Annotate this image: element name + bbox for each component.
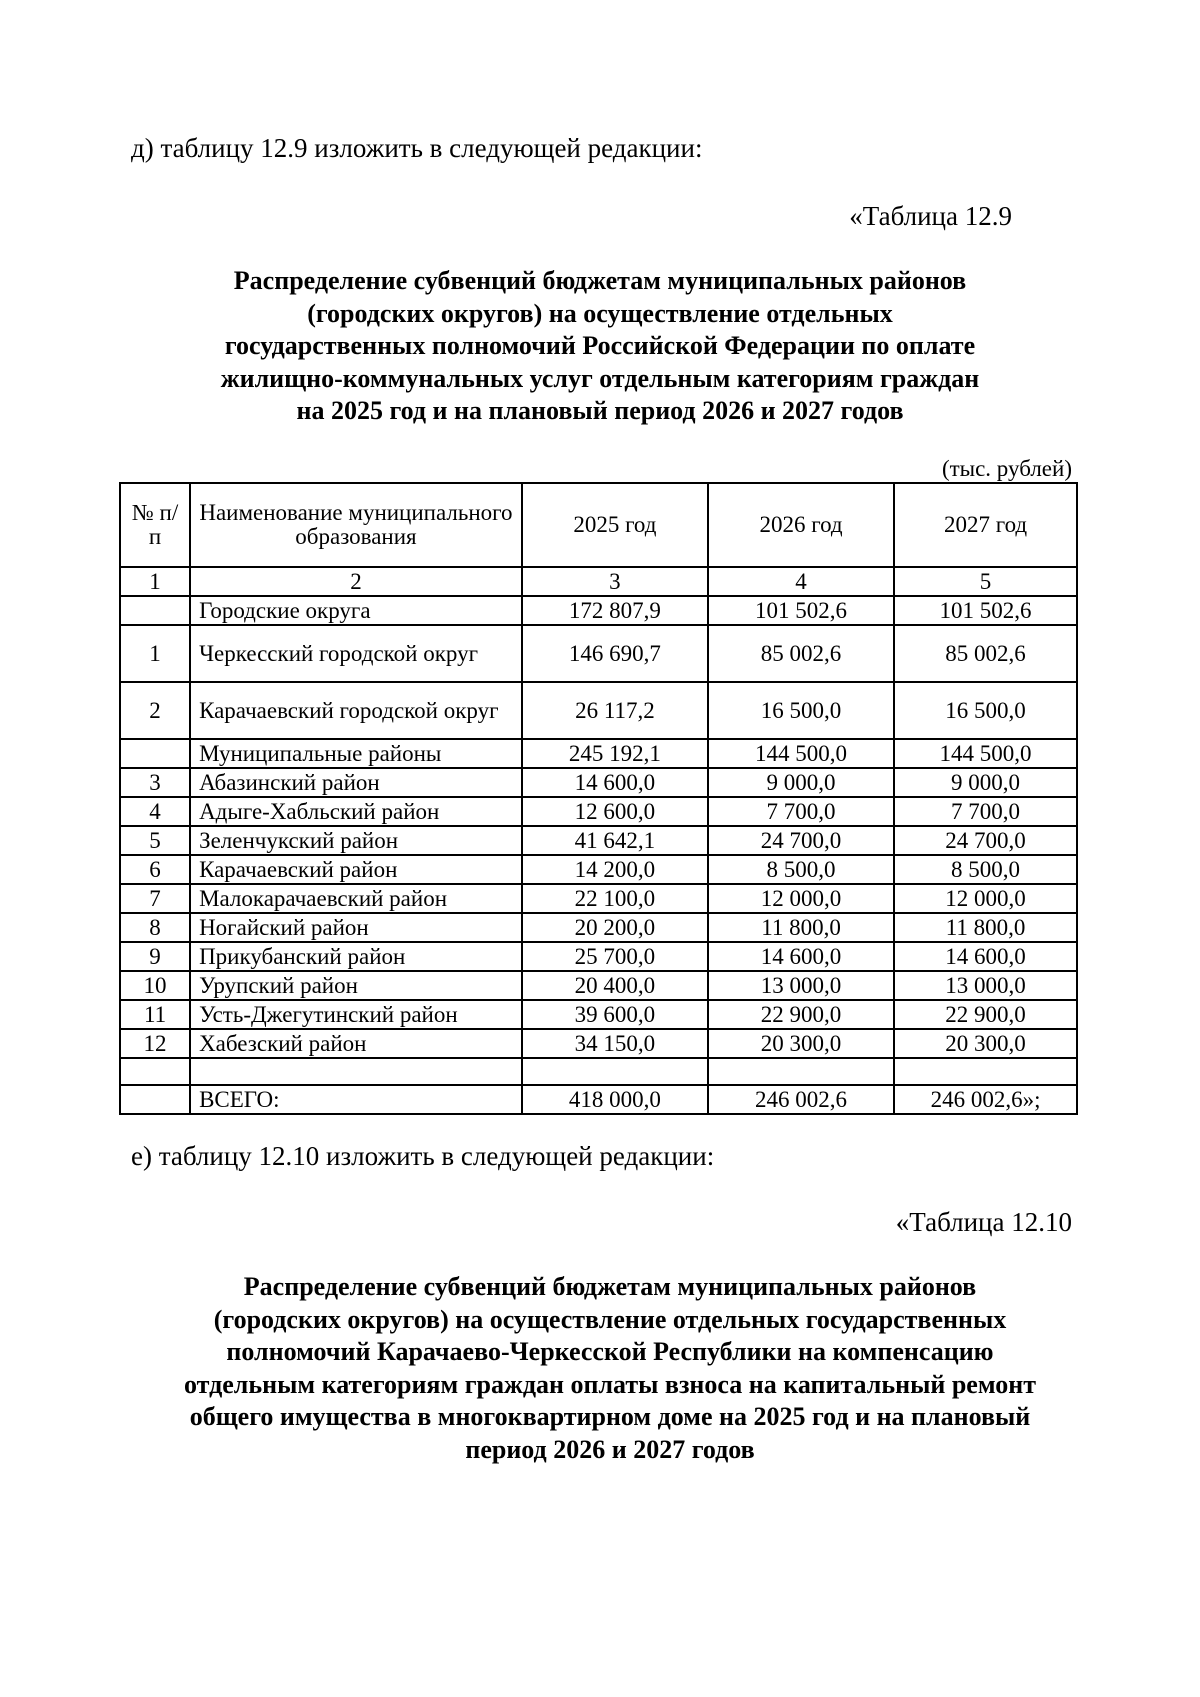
row-number: 1 bbox=[120, 625, 190, 682]
row-name: Ногайский район bbox=[190, 913, 522, 942]
header-name: Наименование муниципального образования bbox=[190, 483, 522, 567]
table-row bbox=[120, 884, 1077, 913]
table-row bbox=[120, 855, 1077, 884]
row-value-2025: 20 200,0 bbox=[522, 913, 708, 942]
title-line: государственных полномочий Российской Федерации по оплате bbox=[224, 331, 976, 360]
row-value-2026: 14 600,0 bbox=[708, 942, 894, 971]
title-line: (городских округов) на осуществление отдельных государственных bbox=[213, 1304, 1007, 1334]
row-value-2026: 12 000,0 bbox=[708, 884, 894, 913]
paragraph-e: е) таблицу 12.10 изложить в следующей редакции: bbox=[131, 1141, 715, 1171]
column-number: 3 bbox=[522, 567, 708, 596]
row-value-2025: 14 200,0 bbox=[522, 855, 708, 884]
row-value-2025: 146 690,7 bbox=[522, 625, 708, 682]
row-name: Абазинский район bbox=[190, 768, 522, 797]
blank-cell bbox=[708, 1058, 894, 1085]
blank-cell bbox=[894, 1058, 1077, 1085]
title-line: (городских округов) на осуществление отдельных bbox=[307, 298, 893, 328]
row-name: Городские округа bbox=[190, 596, 522, 625]
row-value-2026: 24 700,0 bbox=[708, 826, 894, 855]
row-name: Зеленчукский район bbox=[190, 826, 522, 855]
title-line: полномочий Карачаево-Черкесской Республики на компенсацию bbox=[226, 1337, 994, 1366]
table-row bbox=[120, 913, 1077, 942]
table-row bbox=[120, 625, 1077, 682]
row-value-2026: 8 500,0 bbox=[708, 855, 894, 884]
row-value-2027: 22 900,0 bbox=[894, 1000, 1077, 1029]
row-number: 8 bbox=[120, 913, 190, 942]
row-number: 11 bbox=[120, 1000, 190, 1029]
table-row bbox=[120, 682, 1077, 739]
row-number: 3 bbox=[120, 768, 190, 797]
row-value-2025: 20 400,0 bbox=[522, 971, 708, 1000]
row-value-2027: 16 500,0 bbox=[894, 682, 1077, 739]
row-name: Муниципальные районы bbox=[190, 739, 522, 768]
row-value-2026: 144 500,0 bbox=[708, 739, 894, 768]
table-row bbox=[120, 596, 1077, 625]
row-number: 6 bbox=[120, 855, 190, 884]
row-number: 10 bbox=[120, 971, 190, 1000]
row-value-2026: 11 800,0 bbox=[708, 913, 894, 942]
row-value-2025: 22 100,0 bbox=[522, 884, 708, 913]
table-row bbox=[120, 942, 1077, 971]
row-number: 12 bbox=[120, 1029, 190, 1058]
row-value-2025: 34 150,0 bbox=[522, 1029, 708, 1058]
row-name: Урупский район bbox=[190, 971, 522, 1000]
table-row bbox=[120, 797, 1077, 826]
title-line: отдельным категориям граждан оплаты взноса на капитальный ремонт bbox=[184, 1369, 1036, 1399]
row-name: Усть-Джегутинский район bbox=[190, 1000, 522, 1029]
row-value-2026: 85 002,6 bbox=[708, 625, 894, 682]
row-value-2027: 7 700,0 bbox=[894, 797, 1077, 826]
row-value-2027: 8 500,0 bbox=[894, 855, 1077, 884]
blank-row bbox=[120, 1058, 1077, 1085]
row-value-2025: 25 700,0 bbox=[522, 942, 708, 971]
row-value-2026: 9 000,0 bbox=[708, 768, 894, 797]
table-row bbox=[120, 826, 1077, 855]
header-2025: 2025 год bbox=[522, 483, 708, 567]
row-number: 2 bbox=[120, 682, 190, 739]
row-value-2026: 20 300,0 bbox=[708, 1029, 894, 1058]
row-value-2027: 144 500,0 bbox=[894, 739, 1077, 768]
header-2027: 2027 год bbox=[894, 483, 1077, 567]
title-line: Распределение субвенций бюджетам муниципальных районов bbox=[233, 266, 967, 295]
row-value-2027: 12 000,0 bbox=[894, 884, 1077, 913]
row-name: Малокарачаевский район bbox=[190, 884, 522, 913]
total-row-number bbox=[120, 1085, 190, 1114]
table-row bbox=[120, 768, 1077, 797]
table-12-10-title bbox=[110, 1271, 1110, 1466]
row-value-2026: 16 500,0 bbox=[708, 682, 894, 739]
units-label: (тыс. рублей) bbox=[941, 456, 1072, 481]
row-value-2025: 41 642,1 bbox=[522, 826, 708, 855]
row-value-2027: 13 000,0 bbox=[894, 971, 1077, 1000]
row-name: Прикубанский район bbox=[190, 942, 522, 971]
header-2026: 2026 год bbox=[708, 483, 894, 567]
column-number: 1 bbox=[120, 567, 190, 596]
table-12-9 bbox=[119, 482, 1078, 1115]
total-row bbox=[120, 1085, 1077, 1114]
blank-cell bbox=[522, 1058, 708, 1085]
row-number: 9 bbox=[120, 942, 190, 971]
row-value-2027: 101 502,6 bbox=[894, 596, 1077, 625]
row-value-2026: 13 000,0 bbox=[708, 971, 894, 1000]
table-row bbox=[120, 1029, 1077, 1058]
row-value-2027: 14 600,0 bbox=[894, 942, 1077, 971]
row-value-2027: 9 000,0 bbox=[894, 768, 1077, 797]
row-value-2026: 101 502,6 bbox=[708, 596, 894, 625]
row-value-2027: 11 800,0 bbox=[894, 913, 1077, 942]
total-row-name: ВСЕГО: bbox=[190, 1085, 522, 1114]
row-value-2027: 20 300,0 bbox=[894, 1029, 1077, 1058]
row-name: Хабезский район bbox=[190, 1029, 522, 1058]
header-num: № п/п bbox=[120, 483, 190, 567]
table-row bbox=[120, 739, 1077, 768]
column-numbers-row bbox=[120, 567, 1077, 596]
table-row bbox=[120, 1000, 1077, 1029]
column-number: 5 bbox=[894, 567, 1077, 596]
row-number: 4 bbox=[120, 797, 190, 826]
row-number: 5 bbox=[120, 826, 190, 855]
row-value-2025: 39 600,0 bbox=[522, 1000, 708, 1029]
row-value-2026: 7 700,0 bbox=[708, 797, 894, 826]
table-12-9-title bbox=[120, 265, 1080, 428]
title-line: общего имущества в многоквартирном доме на 2025 год и на плановый bbox=[189, 1402, 1031, 1431]
row-number bbox=[120, 596, 190, 625]
total-row-value-2027: 246 002,6»; bbox=[894, 1085, 1077, 1114]
row-value-2027: 85 002,6 bbox=[894, 625, 1077, 682]
row-number: 7 bbox=[120, 884, 190, 913]
blank-cell bbox=[120, 1058, 190, 1085]
table-12-10-label: «Таблица 12.10 bbox=[895, 1207, 1072, 1237]
column-number: 2 bbox=[190, 567, 522, 596]
row-name: Адыге-Хабльский район bbox=[190, 797, 522, 826]
header-row bbox=[120, 483, 1077, 567]
title-line: Распределение субвенций бюджетам муниципальных районов bbox=[243, 1272, 977, 1301]
total-row-value-2026: 246 002,6 bbox=[708, 1085, 894, 1114]
row-value-2025: 172 807,9 bbox=[522, 596, 708, 625]
table-row bbox=[120, 971, 1077, 1000]
row-value-2025: 245 192,1 bbox=[522, 739, 708, 768]
title-line: период 2026 и 2027 годов bbox=[465, 1434, 755, 1464]
row-name: Карачаевский городской округ bbox=[190, 682, 522, 739]
row-name: Черкесский городской округ bbox=[190, 625, 522, 682]
row-value-2026: 22 900,0 bbox=[708, 1000, 894, 1029]
row-value-2025: 12 600,0 bbox=[522, 797, 708, 826]
row-value-2025: 26 117,2 bbox=[522, 682, 708, 739]
table-12-9-label: «Таблица 12.9 bbox=[849, 201, 1012, 231]
row-value-2027: 24 700,0 bbox=[894, 826, 1077, 855]
column-number: 4 bbox=[708, 567, 894, 596]
row-name: Карачаевский район bbox=[190, 855, 522, 884]
title-line: на 2025 год и на плановый период 2026 и 2027 годов bbox=[296, 396, 904, 425]
row-number bbox=[120, 739, 190, 768]
title-line: жилищно-коммунальных услуг отдельным категориям граждан bbox=[220, 363, 980, 393]
row-value-2025: 14 600,0 bbox=[522, 768, 708, 797]
blank-cell bbox=[190, 1058, 522, 1085]
paragraph-d: д) таблицу 12.9 изложить в следующей редакции: bbox=[131, 133, 703, 163]
total-row-value-2025: 418 000,0 bbox=[522, 1085, 708, 1114]
